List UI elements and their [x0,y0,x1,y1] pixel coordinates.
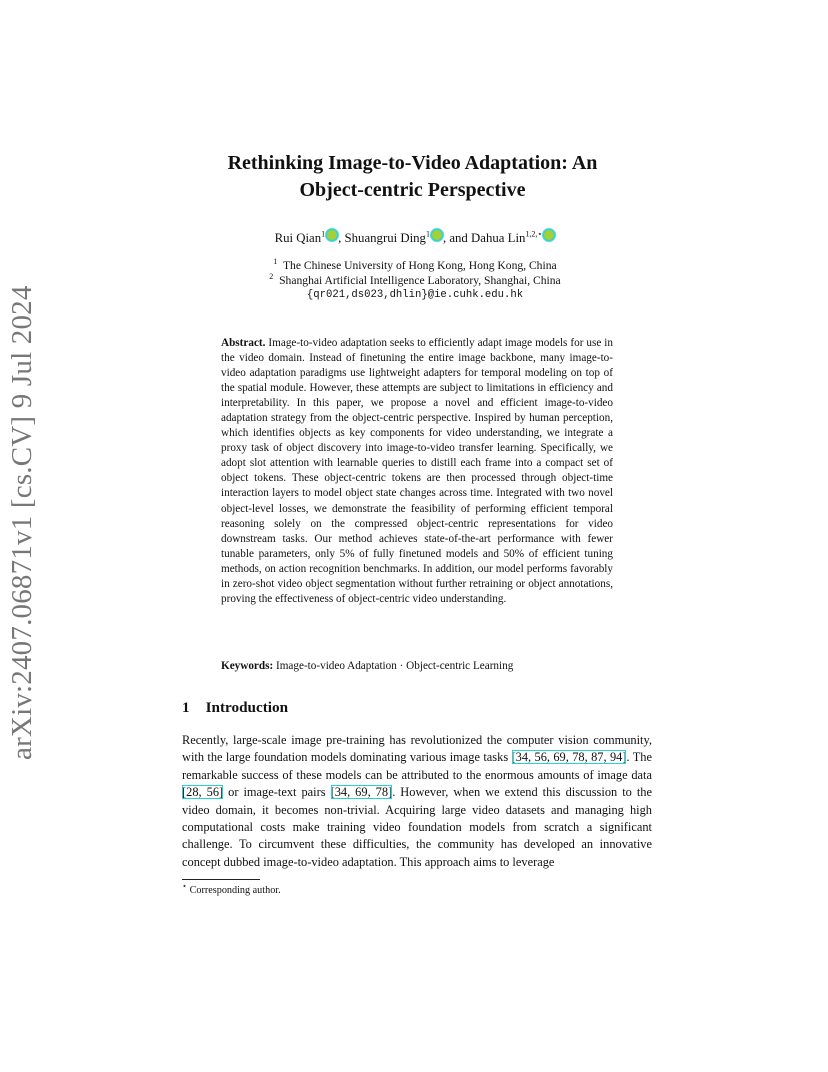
citation-link[interactable]: [34, 56, 69, 78, 87, 94] [511,750,627,765]
abstract [221,336,613,607]
author-emails[interactable]: {qr021,ds023,dhlin}@ie.cuhk.edu.hk [306,289,524,301]
author-name: Dahua Lin [471,231,526,245]
orcid-icon[interactable] [326,229,338,241]
affiliations [200,258,630,303]
author-affiliation-mark: 1 [321,229,326,239]
author-affiliation-mark: 1 [425,229,430,239]
orcid-icon[interactable] [431,229,443,241]
author-name: Rui Qian [274,231,322,245]
author-separator: , [338,231,345,245]
footnote-mark: ⋆ [182,881,188,891]
title-line-1: Rethinking Image-to-Video Adaptation: An [227,152,598,174]
title-line-2: Object-centric Perspective [299,179,526,201]
abstract-label: Abstract. [221,337,266,349]
footnote [182,881,281,896]
section-number: 1 [182,699,190,716]
citation-link[interactable]: [28, 56] [182,785,224,800]
paper-title [160,150,665,204]
arxiv-identifier: arXiv:2407.06871v1 [cs.CV] 9 Jul 2024 [6,285,38,760]
orcid-icon[interactable] [543,229,555,241]
keywords-text: Image-to-video Adaptation · Object-centric Learning [276,660,514,672]
author-name: Shuangrui Ding [344,231,426,245]
section-heading [182,699,288,717]
section-title: Introduction [205,699,289,716]
footnote-text: Corresponding author. [189,885,281,896]
citation-link[interactable]: [34, 69, 78] [330,785,393,800]
keywords [221,660,621,672]
author-separator: , and [442,231,472,245]
introduction-paragraph: Recently, large-scale image pre-training has revolutionized the computer vision community, with the large foundation models dominating various image tasks [34, 56, 69, 78, 87, 94]. The remarkable success of these models can be attributed to the enormous amounts of image data [28, 56] or image-text pairs [34, 69, 78]. However, when we extend this discussion to the video domain, it becomes non-trivial. Acquiring large video datasets and managing high computational costs make training video foundation models from scratch a significant challenge. To circumvent these difficulties, the community has developed an innovative concept dubbed image-to-video adaptation. This approach aims to leverage [182,733,652,869]
author-affiliation-mark: 1,2,⋆ [525,229,543,239]
author-list [180,229,650,246]
footnote-rule [182,879,260,880]
abstract-text: Image-to-video adaptation seeks to efficiently adapt image models for use in the video domain. Instead of finetuning the entire image backbone, many image-to-video adaptation paradigms use lightweight adapters for temporal modeling on top of the spatial module. However, these attempts are subject to limitations in efficiency and interpretability. In this paper, we propose a novel and efficient image-to-video adaptation strategy from the object-centric perspective. Inspired by human perception, which identifies objects as key components for video understanding, we integrate a proxy task of object discovery into image-to-video transfer learning. Specifically, we adopt slot attention with learnable queries to distill each frame into a compact set of object tokens. These object-centric tokens are then processed through object-time interaction layers to model object state changes across time. Integrated with two novel object-level losses, we demonstrate the feasibility of performing efficient temporal reasoning solely on the compressed object-centric representations for video downstream tasks. Our method achieves state-of-the-art performance with fewer tunable parameters, only 5% of fully finetuned models and 50% of efficient tuning methods, on action recognition benchmarks. In addition, our model performs favorably in zero-shot video object segmentation without further retraining or object annotations, proving the effectiveness of object-centric video understanding. [221,337,614,605]
affiliation-2: $^2$ Shanghai Artificial Intelligence Laboratory, Shanghai, China [269,272,561,287]
affiliation-1: $^1$ The Chinese University of Hong Kong, Hong Kong, China [273,257,557,272]
keywords-label: Keywords: [221,660,274,672]
